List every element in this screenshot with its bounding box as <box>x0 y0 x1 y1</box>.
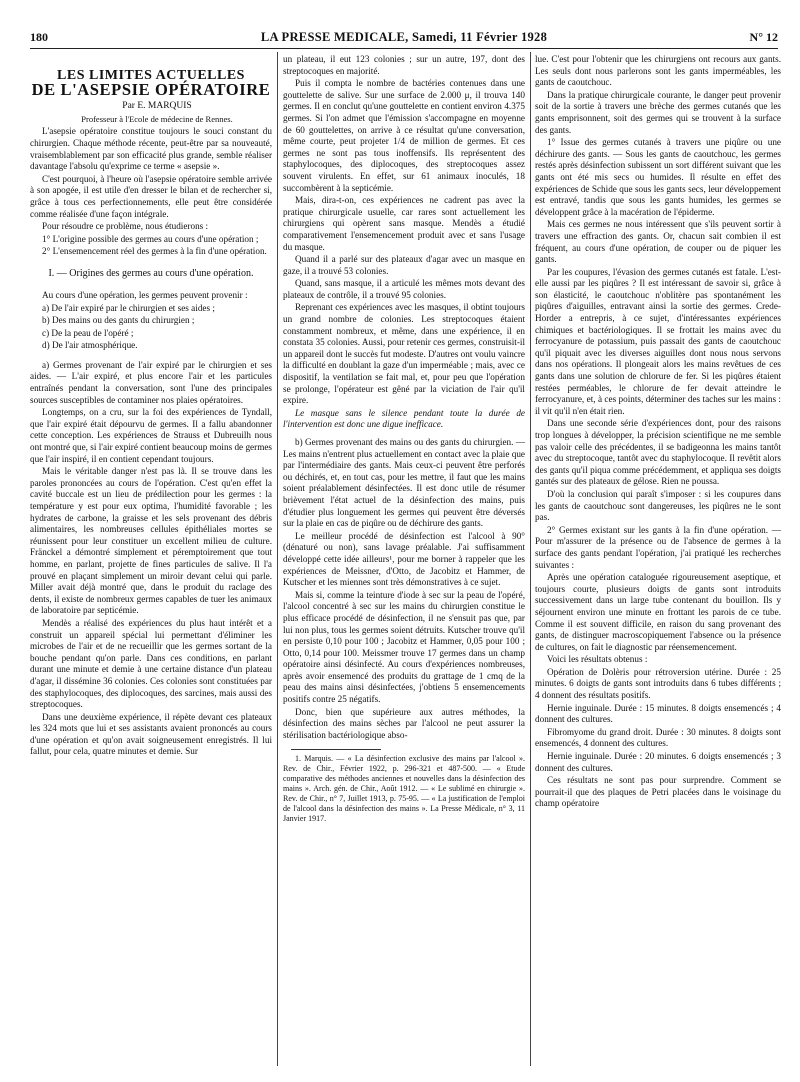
issue-number: N° 12 <box>749 30 778 44</box>
header-rule <box>30 48 778 49</box>
article-title-line2: DE L'ASEPSIE OPÉRATOIRE <box>31 79 271 99</box>
result-item: Fibromyome du grand droit. Durée : 30 minutes. 8 doigts sont ensemencés, 4 donnent des cultures. <box>535 726 781 749</box>
paragraph: Quand, sans masque, il a articulé les mêmes mots devant des plateaux de contrôle, il a trouvé 95 colonies. <box>283 278 525 300</box>
page-header <box>30 30 778 46</box>
paragraph: Mendès a réalisé des expériences du plus haut intérêt et a construit un appareil spécial lui permettant d'éliminer les microbes de l'air et de ne recueillir que les germes sortant de la bouche pendant qu'on parle. Dans ces conditions, en parlant durant une minute et demie à une certaine distance d'un plateau d'agar, il dissémine 36 colonies. Ces colonies sont constituées par des staphylocoques, des diplocoques, des sarcines, mais aussi des streptocoques. <box>30 617 272 710</box>
page-number: 180 <box>30 30 48 44</box>
list-item: c) De la peau de l'opéré ; <box>42 327 134 338</box>
paragraph: 2° Germes existant sur les gants à la fin d'une opération. — Pour m'assurer de la présence ou de l'absence de germes à la surface des gants pendant l'opération, j'ai pratiqué les recherches suivantes : <box>535 524 781 570</box>
paragraph: Dans une seconde série d'expériences dont, pour des raisons trop longues à développer, la précision scientifique ne me semble pas valoir celle des précédentes, il se badigeonna les mains tantôt avec du streptocoque, tantôt avec du staphylocoque. Il revêtit alors des gants qu'il piqua comme précédemment, et appliqua ses doigts gantés sur des plateaux de gélose. Rien ne poussa. <box>535 418 781 487</box>
paragraph: Reprenant ces expériences avec les masques, il obtint toujours un grand nombre de colonies. Les streptocoques étaient constamment nombreux, et même, dans une expérience, il en constata 35 colonies. Aussi, pour retenir ces germes, construisit-il un appareil dont le succès fut modeste. D'autres ont voulu vaincre la difficulté en doublant la gaze d'un imperméable ; mais, avec ce dispositif, la ventilation se fait mal, et, pour peu que l'opération se prolonge, l'opérateur est gêné par la viciation de l'air qu'il expire. <box>283 302 525 406</box>
paragraph: un plateau, il eut 123 colonies ; sur un autre, 197, dont des streptocoques en majorité. <box>283 54 525 76</box>
article-title-line1: LES LIMITES ACTUELLES <box>57 68 245 83</box>
list-item: d) De l'air atmosphérique. <box>42 340 138 351</box>
paragraph: L'asepsie opératoire constitue toujours le souci constant du chirurgien. Chaque méthode récente, peut-être par sa nouveauté, vraisemblablement par son efficacité plus grande, semble réaliser davantage l'absolu qu'exprime ce terme « asepsie ». <box>30 126 272 172</box>
column-2 <box>283 54 525 1068</box>
paragraph: Par les coupures, l'évasion des germes cutanés est fatale. L'est-elle aussi par les piqûres ? Il est intéressant de savoir si, grâce à son élasticité, le caoutchouc n'oblitère pas spontanément les piqûres d'aiguilles, entravant ainsi la sortie des germes. Crede-Horder a entrepris, à ce sujet, d'intéressantes expériences chimiques et bactériologiques. Il se frottait les mains avec du ferrocyanure de potassium, puis passait des gants de caoutchouc qu'il piquait avec les diverses aiguilles dont nous nous servons dans nos opérations. Il plongeait alors les mains revêtues de ces gants dans une solution de chlorure de fer. Si les piqûres étaient restées perméables, le chlorure de fer devait atteindre le ferrocyanure, et, à ces points, déterminer des taches sur les mains : il vit qu'il n'en était rien. <box>535 266 781 416</box>
journal-title: LA PRESSE MEDICALE, Samedi, 11 Février 1928 <box>260 30 548 44</box>
paragraph: a) Germes provenant de l'air expiré par le chirurgien et ses aides. — L'air expiré, et plus encore l'air et les particules entraînés pendant la conversation, sont l'une des principales sources susceptibles de contaminer nos plaies opératoires. <box>30 359 272 405</box>
list-item: a) De l'air expiré par le chirurgien et ses aides ; <box>42 302 215 313</box>
paragraph: Après une opération cataloguée rigoureusement aseptique, et toujours courte, plusieurs doigts de gants sont introduits successivement dans un large tube contenant du bouillon. Ils y séjournent environ une minute en frottant les parois de ce tube. Comme il est souvent difficile, en raison du sang provenant des gants, de distinguer macroscopiquement l'absence ou la présence de cultures, on fait le diagnostic par réensemencement. <box>535 572 781 652</box>
column-divider <box>277 52 278 1066</box>
paragraph: Mais si, comme la teinture d'iode à sec sur la peau de l'opéré, l'alcool concentré à sec sur les mains du chirurgien constitue le plus efficace procédé de désinfection, il ne s'ensuit pas que, par lui non plus, tous les germes soient détruits. Kutscher trouve qu'il en persiste 0,10 pour 100 ; Jacobitz et Hammer, 0,05 pour 100 ; Otto, 0,14 pour 100. Meissmer trouve 17 germes dans un champ opératoire ainsi désinfecté. Au cours d'expériences nombreuses, après avoir ensemencé des produits du grattage de 1 cmq de la peau des mains ainsi désinfectées, j'obtiens 5 ensemencements positifs contre 25 négatifs. <box>283 589 525 705</box>
paragraph: Mais, dira-t-on, ces expériences ne cadrent pas avec la pratique chirurgicale usuelle, car rares sont actuellement les chirurgiens qui opèrent sans masque. Mendès a étudié comparativement l'ensemencement produit avec et sans l'usage du masque. <box>283 195 525 252</box>
author: Par E. MARQUIS <box>122 101 192 112</box>
section-heading: I. — Origines des germes au cours d'une opération. <box>48 267 254 279</box>
paragraph: lue. C'est pour l'obtenir que les chirurgiens ont recours aux gants. Les seuls dont nous parlerons sont les gants imperméables, les gants de caoutchouc. <box>535 54 781 88</box>
paragraph: Longtemps, on a cru, sur la foi des expériences de Tyndall, que l'air expiré était dépourvu de germes. Il a fallu abandonner cette conception. Les expériences de Strauss et Dubreuilh nous ont montré que, si l'air expiré contient beaucoup moins de germes que l'air inspiré, il en contient cependant toujours. <box>30 407 272 464</box>
paragraph: Quand il a parlé sur des plateaux d'agar avec un masque en gaze, il a trouvé 53 colonies. <box>283 254 525 276</box>
paragraph: Pour résoudre ce problème, nous étudierons : <box>42 221 209 232</box>
list-item: 1° L'origine possible des germes au cours d'une opération ; <box>42 233 259 244</box>
paragraph: b) Germes provenant des mains ou des gants du chirurgien. — Les mains n'entrent plus actuellement en contact avec la plaie que par l'intermédiaire des gants. Mais ceux-ci peuvent être perforés ou déchirés, et, en tout cas, pour les mettre, il faut que les mains soient préalablement désinfectées. Il est donc utile de résumer brièvement l'état actuel de la désinfection des mains, puis d'étudier plus longuement les germes qui peuvent être déversés sur la plaie en cas de piqûre ou de déchirure des gants. <box>283 437 525 529</box>
paragraph: Puis il compta le nombre de bactéries contenues dans une gouttelette de salive. Sur une surface de 2.000 μ, il trouva 140 germes. Il en conclut qu'une gouttelette en contient environ 4.375 germes. Si l'on admet que l'émission s'accompagne en moyenne de 60 gouttelettes, on arrive à ce résultat qu'une conversation, même courte, peut projeter 1/4 de million de germes. Et ces germes ne sont pas tous inoffensifs. Ils représentent des staphylocoques, des diplocoques, des streptocoques assez souvent virulents. En effet, sur 61 animaux inoculés, 18 succombèrent à la septicémie. <box>283 78 525 193</box>
column-1 <box>30 54 272 1068</box>
paragraph: Dans la pratique chirurgicale courante, le danger peut provenir soit de la sortie à travers une brèche des germes cutanés que les gants emprisonnent, soit des germes qui se trouvent à la surface des gants. <box>535 89 781 135</box>
paragraph: Au cours d'une opération, les germes peuvent provenir : <box>42 289 248 300</box>
author-affiliation: Professeur à l'Ecole de médecine de Rennes. <box>81 113 233 124</box>
paragraph: Ces résultats ne sont pas pour surprendre. Comment se pourrait-il que des plaques de Petri placées dans le voisinage du champ opératoire <box>535 775 781 809</box>
paragraph: Dans une deuxième expérience, il répète devant ces plateaux les 324 mots que lui et ses assistants avaient prononcés au cours d'une opération et qu'on avait soigneusement enregistrés. Il lui fallut, pour cela, quatre minutes et demie. Sur <box>30 711 272 757</box>
paragraph: D'où la conclusion qui paraît s'imposer : si les coupures dans les gants de caoutchouc sont dangereuses, les piqûres ne le sont pas. <box>535 488 781 523</box>
paragraph: Donc, bien que supérieure aux autres méthodes, la désinfection des mains sèches par l'alcool ne peut assurer la stérilisation bactériologique abso- <box>283 706 525 740</box>
column-divider <box>530 52 531 1066</box>
paragraph: 1° Issue des germes cutanés à travers une piqûre ou une déchirure des gants. — Sous les gants de caoutchouc, les germes restés après désinfection subissent un sort différent suivant que les gants ont été mis secs ou humides. Il résulte en effet des expériences de Schide que sous les gants secs, leur développement est entravé, tandis que sous les gants humides, les germes se développent grâce à la macération de l'épiderme. <box>535 137 781 217</box>
paragraph: Mais ces germes ne nous intéressent que s'ils peuvent sortir à travers une effraction des gants. Or, chacun sait combien il est fréquent, au cours d'une opération, de couper ou de piquer les gants. <box>535 219 781 265</box>
result-item: Opération de Dolèris pour rétroversion utérine. Durée : 25 minutes. 6 doigts de gants sont introduits dans 6 tubes différents ; 4 donnent des résultats positifs. <box>535 666 781 701</box>
paragraph: Voici les résultats obtenus : <box>547 654 648 665</box>
paragraph: C'est pourquoi, à l'heure où l'asepsie opératoire semble arrivée à son apogée, il est utile d'en dresser le bilan et de rechercher si, grâce à tous ces perfectionnements, elle peut être considérée comme réalisée d'une façon intégrale. <box>30 173 272 219</box>
paragraph: Le masque sans le silence pendant toute la durée de l'intervention est donc une digue inefficace. <box>283 407 525 430</box>
paragraph: Mais le véritable danger n'est pas là. Il se trouve dans les paroles prononcées au cours de l'opération. C'est qu'en effet la cavité buccale est un lieu de prédilection pour les germes : la température y est pour eux optima, l'humidité favorable ; les hydrates de carbone, la graisse et les sels provenant des débris alimentaires, les nombreuses cellules épithéliales mortes se réunissent pour leur constituer un excellent milieu de culture. Fränckel a démontré simplement et péremptoirement que tout homme, en parlant, projette de fines particules de salive. Il l'a prouvé en plaçant simplement un miroir devant celui qui parle. Miller avait déjà montré que, dans le produit du raclage des dents, il existe de nombreux germes capables de tuer les animaux de laboratoire par septicémie. <box>30 466 272 616</box>
column-3 <box>535 54 781 1068</box>
list-item: 2° L'ensemencement réel des germes à la fin d'une opération. <box>42 246 267 257</box>
list-item: b) Des mains ou des gants du chirurgien ; <box>42 315 195 326</box>
result-item: Hernie inguinale. Durée : 20 minutes. 6 doigts ensemencés ; 3 donnent des cultures. <box>535 751 781 773</box>
footnote: 1. Marquis. — « La désinfection exclusive des mains par l'alcool ». Rev. de Chir., Février 1922, p. 296-321 et 487-500. — « Etude comparative des méthodes anciennes et nouvelles dans la désinfection des mains ». Arch. gén. de Chir., Août 1912. — « Le sublimé en chirurgie ». Rev. de Chir., n° 7, Juillet 1913, p. 75-95. — « La justification de l'emploi de l'alcool dans la désinfection des mains ». La Presse Médicale, n° 3, 11 Janvier 1917. <box>283 754 525 824</box>
paragraph: Le meilleur procédé de désinfection est l'alcool à 90° (dénaturé ou non), sans lavage préalable. J'ai suffisamment développé cette idée ailleurs¹, pour me borner à rappeler que les expériences de Meissner, d'Otto, de Jacobitz et Hammer, de Kutscher et les miennes sont très démonstratives à ce sujet. <box>283 530 525 588</box>
footnote-rule <box>291 749 381 750</box>
result-item: Hernie inguinale. Durée : 15 minutes. 8 doigts ensemencés ; 4 donnent des cultures. <box>535 702 781 725</box>
